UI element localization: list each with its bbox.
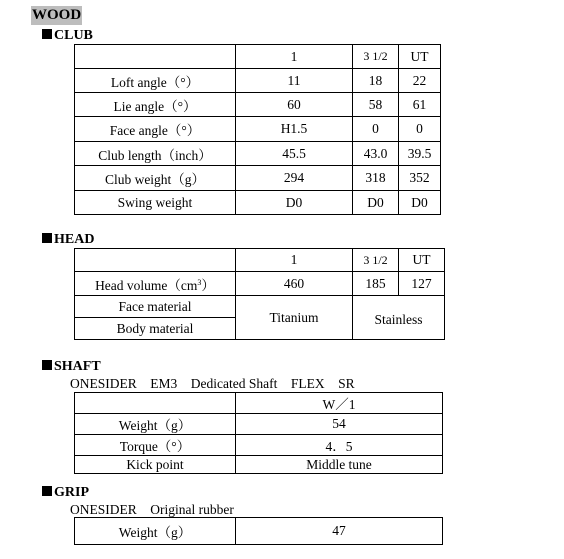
cell: 352: [399, 166, 441, 191]
table-row: [75, 272, 445, 296]
grip-spec-table: [74, 517, 443, 545]
header-cell: 1: [236, 249, 353, 272]
club-section-heading: [42, 27, 93, 45]
club-spec-table: [74, 44, 441, 215]
cell: 294: [236, 166, 353, 191]
header-cell: 3 1/2: [353, 45, 399, 69]
table-row: [75, 518, 443, 545]
row-label: [75, 272, 236, 296]
table-row: [75, 69, 441, 93]
cell: 185: [353, 272, 399, 296]
cell: 39.5: [399, 142, 441, 166]
cell: 0: [399, 117, 441, 142]
shaft-header-row: [75, 393, 443, 414]
table-row: [75, 456, 443, 474]
club-header-row: [75, 45, 441, 69]
row-label: Weight（g）: [75, 518, 236, 545]
material-cell: Titanium: [236, 296, 353, 340]
row-label: Loft angle（°）: [75, 69, 236, 93]
header-cell: [75, 45, 236, 69]
table-row: [75, 435, 443, 456]
cell: 460: [236, 272, 353, 296]
head-spec-table: [74, 248, 445, 340]
square-bullet-icon: [42, 486, 52, 496]
row-label: Lie angle（°）: [75, 93, 236, 117]
head-section-heading: [42, 231, 94, 249]
row-label: Weight（g）: [75, 414, 236, 435]
header-cell: W／1: [236, 393, 443, 414]
head-header-row: [75, 249, 445, 272]
cell: 61: [399, 93, 441, 117]
header-cell: [75, 393, 236, 414]
cell: D0: [236, 191, 353, 215]
cell: 60: [236, 93, 353, 117]
head-heading-text: HEAD: [54, 232, 95, 247]
cell: D0: [399, 191, 441, 215]
cell: 0: [353, 117, 399, 142]
table-row: [75, 117, 441, 142]
cell: 127: [399, 272, 445, 296]
cell: 45.5: [236, 142, 353, 166]
club-heading-text: CLUB: [54, 28, 93, 43]
head-volume-label: Head volume（cm: [95, 277, 198, 293]
header-cell: 1: [236, 45, 353, 69]
header-cell: UT: [399, 45, 441, 69]
material-cell: Stainless: [353, 296, 445, 340]
table-row: [75, 414, 443, 435]
grip-description: ONESIDER Original rubber: [70, 502, 234, 517]
cell: 54: [236, 414, 443, 435]
shaft-spec-table: [74, 392, 443, 474]
grip-heading-text: GRIP: [54, 485, 89, 500]
row-label: Club weight（g）: [75, 166, 236, 191]
table-row: [75, 142, 441, 166]
cell: Middle tune: [236, 456, 443, 474]
cell: 58: [353, 93, 399, 117]
cell: D0: [353, 191, 399, 215]
cell: 318: [353, 166, 399, 191]
shaft-description: ONESIDER EM3 Dedicated Shaft FLEX SR: [70, 376, 355, 391]
table-row: [75, 191, 441, 215]
grip-section-heading: [42, 484, 89, 502]
row-label: Torque（°）: [75, 435, 236, 456]
row-label: Club length（inch）: [75, 142, 236, 166]
row-label: Face material: [75, 296, 236, 318]
table-row: [75, 166, 441, 191]
shaft-heading-text: SHAFT: [54, 359, 101, 374]
header-cell: [75, 249, 236, 272]
cell: 11: [236, 69, 353, 93]
cell: 4．5: [236, 435, 443, 456]
row-label: Kick point: [75, 456, 236, 474]
shaft-section-heading: [42, 358, 101, 376]
row-label: Body material: [75, 318, 236, 340]
table-row: [75, 296, 445, 318]
superscript: 3: [197, 277, 202, 287]
header-cell: 3 1/2: [353, 249, 399, 272]
square-bullet-icon: [42, 360, 52, 370]
cell: 18: [353, 69, 399, 93]
table-row: [75, 93, 441, 117]
cell: 47: [236, 518, 443, 545]
cell: 43.0: [353, 142, 399, 166]
square-bullet-icon: [42, 233, 52, 243]
cell: H1.5: [236, 117, 353, 142]
header-cell: UT: [399, 249, 445, 272]
row-label: Face angle（°）: [75, 117, 236, 142]
row-label: Swing weight: [75, 191, 236, 215]
square-bullet-icon: [42, 29, 52, 39]
page-title: WOOD: [32, 7, 82, 23]
label-paren: ）: [201, 277, 215, 293]
cell: 22: [399, 69, 441, 93]
